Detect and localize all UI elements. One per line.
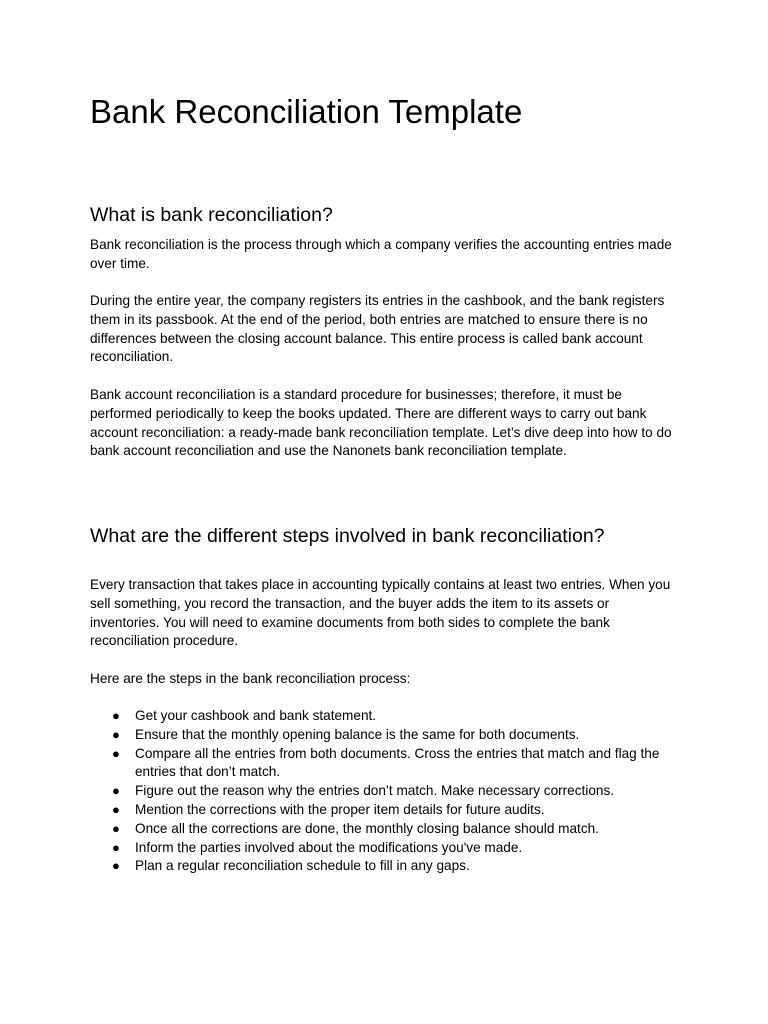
paragraph-procedure: Bank account reconciliation is a standard procedure for businesses; therefore, it must be performed periodically to keep the books updated. There are different ways to carry out bank account reconciliation: a ready-made bank reconciliation template. Let’s dive deep into how to do bank account reconciliation and use the Nanonets bank reconciliation template. xyxy=(90,387,672,459)
step-text: Ensure that the monthly opening balance is the same for both documents. xyxy=(135,726,580,742)
list-item xyxy=(90,782,682,801)
list-item xyxy=(90,820,682,839)
bullet-icon: ● xyxy=(112,783,120,799)
document-title: Bank Reconciliation Template xyxy=(90,93,523,130)
bullet-icon: ● xyxy=(112,820,120,836)
bullet-icon: ● xyxy=(112,726,120,742)
steps-list xyxy=(90,707,682,876)
list-item xyxy=(90,745,682,783)
list-item xyxy=(90,857,682,876)
paragraph-definition: Bank reconciliation is the process through which a company verifies the accounting entries made over time. xyxy=(90,237,672,271)
step-text: Inform the parties involved about the modifications you've made. xyxy=(135,839,523,855)
step-text: Mention the corrections with the proper item details for future audits. xyxy=(135,801,545,817)
step-text: Plan a regular reconciliation schedule to fill in any gaps. xyxy=(135,858,470,874)
bullet-icon: ● xyxy=(112,839,120,855)
step-text: Get your cashbook and bank statement. xyxy=(135,708,377,723)
list-item xyxy=(90,839,682,858)
step-text: Once all the corrections are done, the monthly closing balance should match. xyxy=(135,820,599,836)
step-text: Figure out the reason why the entries don’t match. Make necessary corrections. xyxy=(135,783,615,799)
paragraph-transactions: Every transaction that takes place in accounting typically contains at least two entries. When you sell something, you record the transaction, and the buyer adds the item to its assets or inventories. You will need to examine documents from both sides to complete the bank reconciliation procedure. xyxy=(90,577,671,649)
list-item xyxy=(90,707,682,726)
list-item xyxy=(90,801,682,820)
step-text: Compare all the entries from both documents. Cross the entries that match and flag the entries that don’t match. xyxy=(135,745,660,780)
bullet-icon: ● xyxy=(112,801,120,817)
paragraph-process: During the entire year, the company registers its entries in the cashbook, and the bank registers them in its passbook. At the end of the period, both entries are matched to ensure there is no differences between the closing account balance. This entire process is called bank account reconciliation. xyxy=(90,293,665,365)
paragraph-steps-intro: Here are the steps in the bank reconciliation process: xyxy=(90,671,411,686)
bullet-icon: ● xyxy=(112,858,120,874)
section-heading-what-is: What is bank reconciliation? xyxy=(90,204,333,226)
bullet-icon: ● xyxy=(112,708,120,723)
bullet-icon: ● xyxy=(112,745,120,761)
section-heading-steps: What are the different steps involved in bank reconciliation? xyxy=(90,525,605,547)
list-item xyxy=(90,726,682,745)
